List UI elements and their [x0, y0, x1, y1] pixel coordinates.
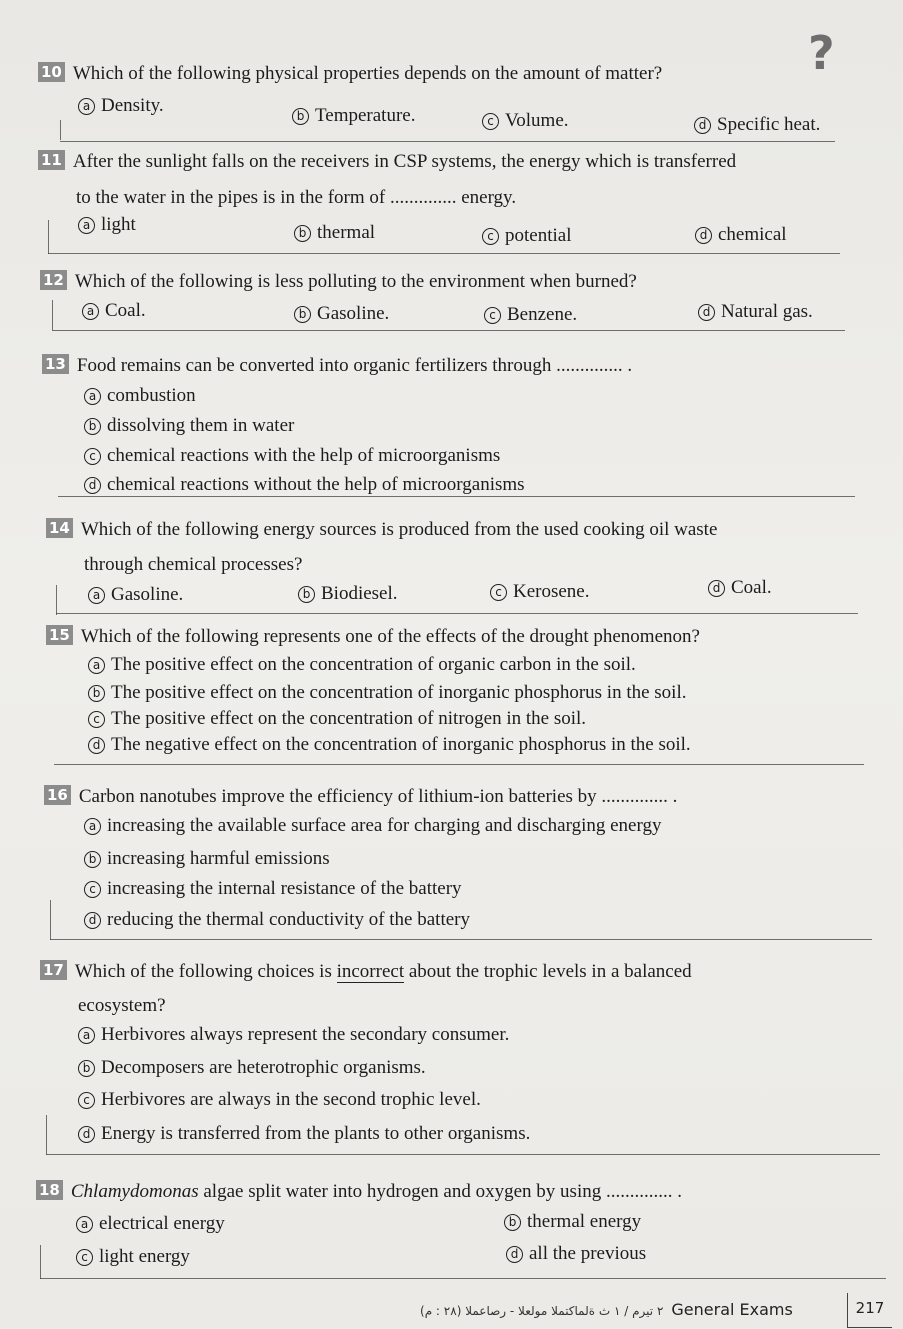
bracket — [48, 220, 49, 254]
option-12-d[interactable]: d Natural gas. — [698, 301, 813, 323]
separator — [54, 764, 864, 765]
separator — [48, 253, 840, 254]
option-10-b[interactable]: b Temperature. — [292, 105, 415, 127]
question-number: 10 — [38, 62, 65, 82]
option-13-d[interactable]: d chemical reactions without the help of microorganisms — [84, 474, 525, 496]
option-15-b[interactable]: b The positive effect on the concentration of inorganic phosphorus in the soil. — [88, 682, 687, 704]
option-16-a[interactable]: a increasing the available surface area for charging and discharging energy — [84, 815, 661, 837]
bracket — [40, 1245, 41, 1279]
option-15-d[interactable]: d The negative effect on the concentration of inorganic phosphorus in the soil. — [88, 734, 691, 756]
question-11-text: 11 After the sunlight falls on the receivers in CSP systems, the energy which is transferred — [38, 150, 736, 173]
option-14-b[interactable]: b Biodiesel. — [298, 583, 398, 605]
question-17-text-line2: ecosystem? — [78, 995, 166, 1016]
separator — [40, 1278, 886, 1279]
separator — [58, 496, 855, 497]
option-18-c[interactable]: c light energy — [76, 1246, 190, 1268]
option-14-c[interactable]: c Kerosene. — [490, 581, 590, 603]
option-17-d[interactable]: d Energy is transferred from the plants to other organisms. — [78, 1123, 530, 1145]
question-18-text: 18 Chlamydomonas algae split water into hydrogen and oxygen by using .............. . — [36, 1180, 682, 1203]
option-10-c[interactable]: c Volume. — [482, 110, 569, 132]
corner-question-mark: ? — [808, 26, 835, 80]
option-14-a[interactable]: a Gasoline. — [88, 584, 183, 606]
question-14-text-line2: through chemical processes? — [84, 554, 303, 575]
question-number: 16 — [44, 785, 71, 805]
option-13-b[interactable]: b dissolving them in water — [84, 415, 294, 437]
option-11-a[interactable]: a light — [78, 214, 136, 236]
option-15-c[interactable]: c The positive effect on the concentration of nitrogen in the soil. — [88, 708, 586, 730]
footer-title: General Exams — [671, 1300, 793, 1319]
option-16-c[interactable]: c increasing the internal resistance of the battery — [84, 878, 462, 900]
option-11-d[interactable]: d chemical — [695, 224, 787, 246]
option-11-b[interactable]: b thermal — [294, 222, 375, 244]
option-12-a[interactable]: a Coal. — [82, 300, 146, 322]
option-12-b[interactable]: b Gasoline. — [294, 303, 389, 325]
question-17-text: 17 Which of the following choices is incorrect about the trophic levels in a balanced — [40, 960, 692, 983]
separator — [46, 1154, 880, 1155]
separator — [60, 141, 835, 142]
option-13-c[interactable]: c chemical reactions with the help of microorganisms — [84, 445, 500, 467]
question-number: 12 — [40, 270, 67, 290]
bracket — [46, 1115, 47, 1155]
option-17-a[interactable]: a Herbivores always represent the secondary consumer. — [78, 1024, 509, 1046]
option-18-b[interactable]: b thermal energy — [504, 1211, 641, 1233]
question-15-text: 15 Which of the following represents one of the effects of the drought phenomenon? — [46, 625, 700, 648]
page-footer — [420, 1300, 793, 1319]
bracket — [50, 900, 51, 940]
option-12-c[interactable]: c Benzene. — [484, 304, 577, 326]
option-10-d[interactable]: d Specific heat. — [694, 114, 820, 136]
option-18-d[interactable]: d all the previous — [506, 1243, 646, 1265]
option-17-b[interactable]: b Decomposers are heterotrophic organisms. — [78, 1057, 426, 1079]
question-11-text-line2: to the water in the pipes is in the form of .............. energy. — [76, 187, 517, 208]
question-number: 13 — [42, 354, 69, 374]
separator — [52, 330, 845, 331]
question-number: 14 — [46, 518, 73, 538]
separator — [50, 939, 872, 940]
option-11-c[interactable]: c potential — [482, 225, 571, 247]
question-12-text: 12 Which of the following is less polluting to the environment when burned? — [40, 270, 637, 293]
question-number: 11 — [38, 150, 65, 170]
option-15-a[interactable]: a The positive effect on the concentration of organic carbon in the soil. — [88, 654, 636, 676]
question-10-text: 10 Which of the following physical properties depends on the amount of matter? — [38, 62, 662, 85]
question-number: 15 — [46, 625, 73, 645]
footer-arabic-text: (٢٨ : م) ٢ تيرم / ١ ث ةلماكتملا مولعلا - رصاعملا — [420, 1304, 664, 1318]
page-number: 217 — [847, 1293, 892, 1328]
option-14-d[interactable]: d Coal. — [708, 577, 772, 599]
option-18-a[interactable]: a electrical energy — [76, 1213, 225, 1235]
bracket — [52, 300, 53, 330]
option-10-a[interactable]: a Density. — [78, 95, 164, 117]
question-number: 17 — [40, 960, 67, 980]
option-17-c[interactable]: c Herbivores are always in the second trophic level. — [78, 1089, 481, 1111]
question-14-text: 14 Which of the following energy sources is produced from the used cooking oil waste — [46, 518, 717, 541]
option-13-a[interactable]: a combustion — [84, 385, 196, 407]
emphasis-incorrect: incorrect — [336, 961, 405, 982]
option-16-b[interactable]: b increasing harmful emissions — [84, 848, 330, 870]
separator — [56, 613, 858, 614]
question-16-text: 16 Carbon nanotubes improve the efficiency of lithium-ion batteries by .............. . — [44, 785, 677, 808]
question-13-text: 13 Food remains can be converted into organic fertilizers through .............. . — [42, 354, 632, 377]
bracket — [56, 585, 57, 615]
bracket — [60, 120, 61, 140]
species-name: Chlamydomonas — [70, 1181, 199, 1202]
question-number: 18 — [36, 1180, 63, 1200]
option-16-d[interactable]: d reducing the thermal conductivity of the battery — [84, 909, 470, 931]
